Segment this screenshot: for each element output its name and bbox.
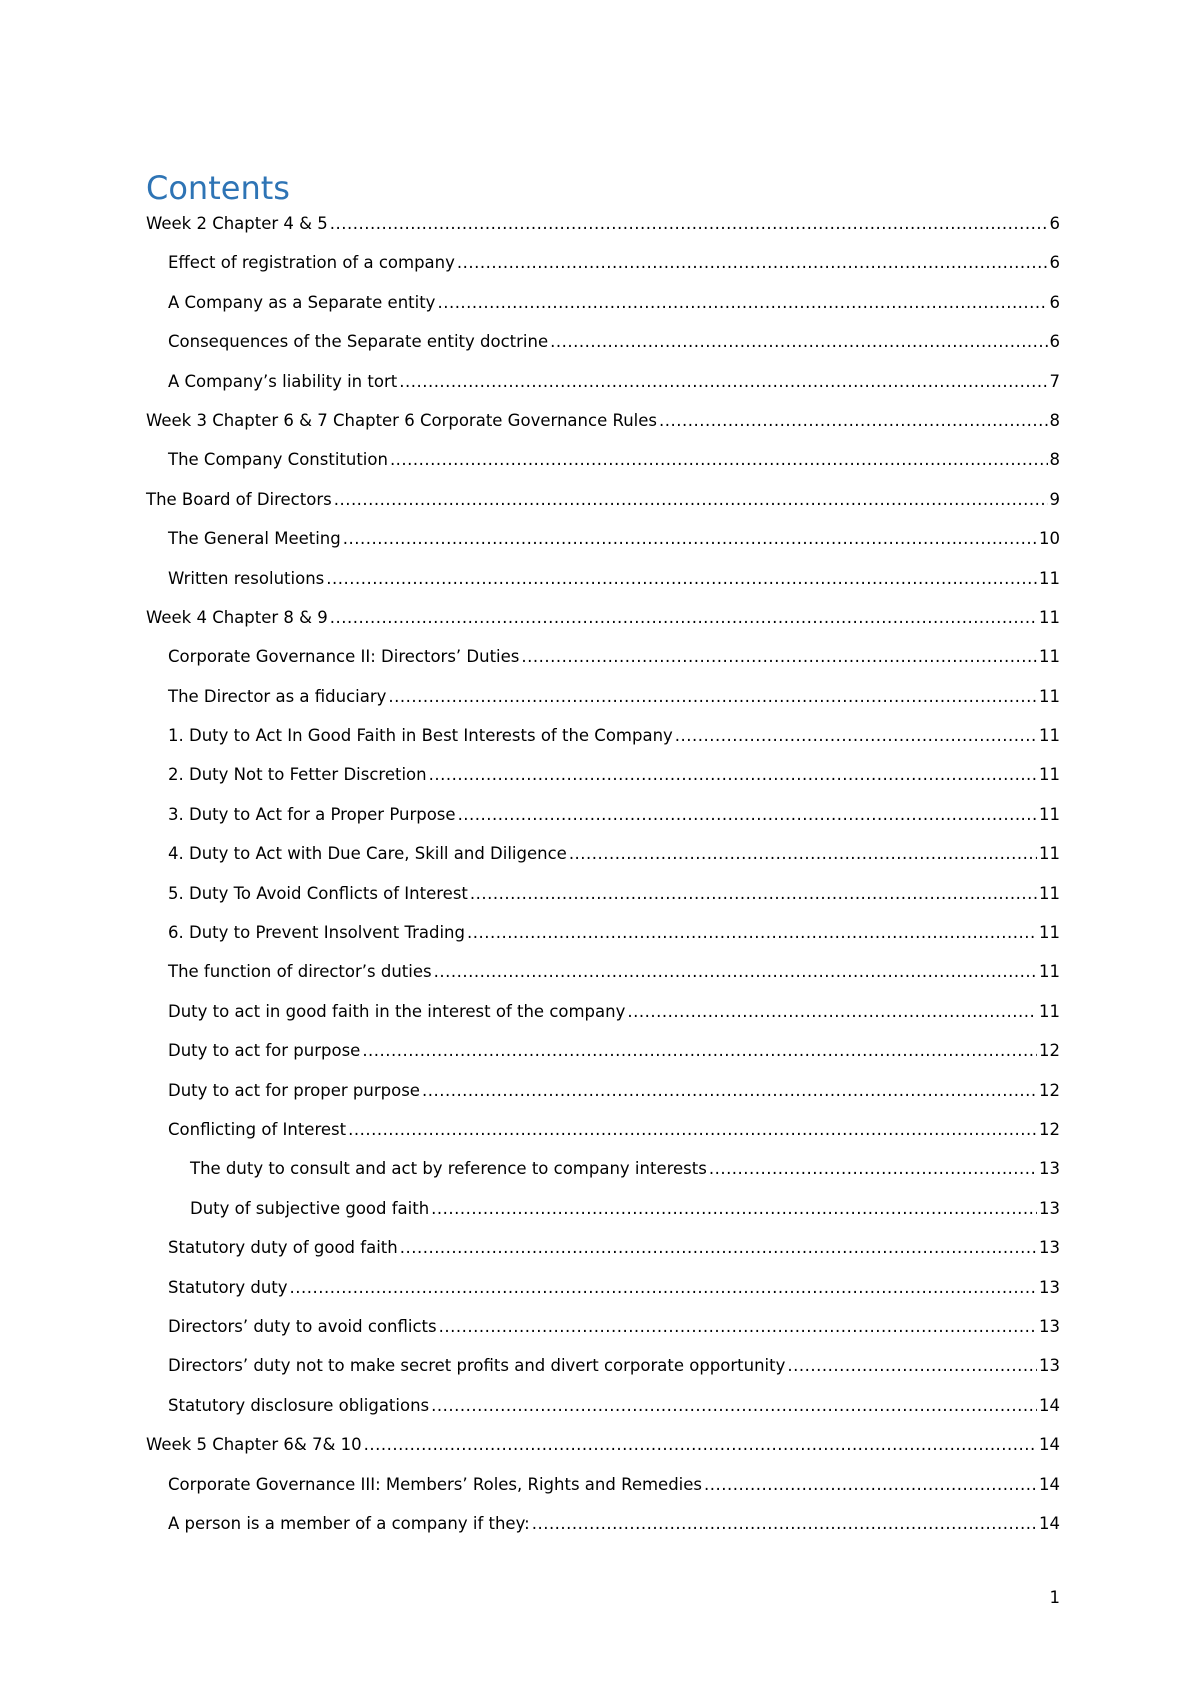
toc-entry-text: Duty to act for proper purpose [168, 1080, 420, 1100]
toc-entry-page-number: 8 [1049, 410, 1060, 430]
toc-entry-page-number: 13 [1039, 1316, 1060, 1336]
toc-dot-leader [390, 449, 1048, 471]
toc-dot-leader [400, 1237, 1037, 1259]
toc-entry[interactable] [0, 607, 1060, 646]
toc-entry[interactable] [0, 449, 1060, 488]
toc-entry-text: 2. Duty Not to Fetter Discretion [168, 765, 427, 785]
toc-entry-page-number: 11 [1039, 923, 1060, 943]
toc-entry-text: Effect of registration of a company [168, 253, 455, 273]
toc-dot-leader [362, 1040, 1037, 1062]
toc-entry-page-number: 12 [1039, 1119, 1060, 1139]
toc-entry-text: Directors’ duty to avoid conflicts [168, 1316, 437, 1336]
toc-dot-leader [399, 371, 1047, 393]
toc-entry-page-number: 11 [1039, 607, 1060, 627]
toc-dot-leader [431, 1198, 1037, 1220]
toc-entry-page-number: 11 [1039, 1001, 1060, 1021]
toc-entry-page-number: 14 [1039, 1474, 1060, 1494]
toc-dot-leader [704, 1474, 1037, 1496]
toc-dot-leader [659, 410, 1048, 432]
toc-entry[interactable] [0, 686, 1060, 725]
toc-entry-text: Statutory duty [168, 1277, 288, 1297]
toc-dot-leader [330, 607, 1037, 629]
toc-entry[interactable] [0, 1513, 1060, 1552]
toc-entry-page-number: 12 [1039, 1080, 1060, 1100]
toc-entry[interactable] [0, 371, 1060, 410]
toc-dot-leader [343, 528, 1037, 550]
toc-dot-leader [675, 725, 1037, 747]
toc-entry-text: 1. Duty to Act In Good Faith in Best Interests of the Company [168, 726, 673, 746]
toc-entry[interactable] [0, 804, 1060, 843]
toc-dot-leader [569, 843, 1037, 865]
toc-entry[interactable] [0, 883, 1060, 922]
toc-dot-leader [457, 252, 1048, 274]
toc-entry-page-number: 9 [1049, 489, 1060, 509]
toc-dot-leader [550, 331, 1047, 353]
toc-entry[interactable] [0, 1277, 1060, 1316]
toc-dot-leader [422, 1080, 1037, 1102]
toc-entry[interactable] [0, 1395, 1060, 1434]
toc-entry-page-number: 13 [1039, 1238, 1060, 1258]
toc-entry[interactable] [0, 1237, 1060, 1276]
toc-entry-page-number: 13 [1039, 1159, 1060, 1179]
toc-dot-leader [532, 1513, 1037, 1535]
toc-entry-text: Statutory duty of good faith [168, 1238, 398, 1258]
toc-entry-text: Conflicting of Interest [168, 1119, 347, 1139]
toc-dot-leader [787, 1355, 1037, 1377]
toc-dot-leader [364, 1434, 1037, 1456]
toc-dot-leader [330, 213, 1048, 235]
toc-entry-page-number: 13 [1039, 1198, 1060, 1218]
toc-entry-page-number: 6 [1049, 332, 1060, 352]
toc-entry[interactable] [0, 725, 1060, 764]
toc-entry[interactable] [0, 1001, 1060, 1040]
toc-entry-page-number: 11 [1039, 804, 1060, 824]
toc-entry-text: Duty to act in good faith in the interest of the company [168, 1001, 626, 1021]
toc-entry-text: The duty to consult and act by reference to company interests [190, 1159, 707, 1179]
toc-dot-leader [470, 883, 1037, 905]
toc-entry-text: 4. Duty to Act with Due Care, Skill and Diligence [168, 844, 567, 864]
toc-entry[interactable] [0, 410, 1060, 449]
toc-entry[interactable] [0, 252, 1060, 291]
toc-dot-leader [627, 1001, 1037, 1023]
toc-entry[interactable] [0, 1355, 1060, 1394]
toc-entry-page-number: 14 [1039, 1395, 1060, 1415]
toc-dot-leader [290, 1277, 1037, 1299]
toc-entry-page-number: 11 [1039, 568, 1060, 588]
toc-list [0, 213, 1200, 1552]
toc-entry[interactable] [0, 528, 1060, 567]
toc-entry-text: Duty to act for purpose [168, 1041, 361, 1061]
toc-entry[interactable] [0, 646, 1060, 685]
toc-entry-text: Corporate Governance II: Directors’ Duties [168, 647, 520, 667]
toc-dot-leader [467, 922, 1037, 944]
toc-entry-page-number: 13 [1039, 1356, 1060, 1376]
toc-entry-text: A Company’s liability in tort [168, 371, 398, 391]
toc-entry-text: Statutory disclosure obligations [168, 1395, 430, 1415]
toc-entry-text: Week 5 Chapter 6& 7& 10 [146, 1435, 362, 1455]
toc-entry-text: Consequences of the Separate entity doctrine [168, 332, 549, 352]
toc-entry-text: 3. Duty to Act for a Proper Purpose [168, 804, 456, 824]
toc-entry[interactable] [0, 489, 1060, 528]
toc-entry-text: Directors’ duty not to make secret profits and divert corporate opportunity [168, 1356, 786, 1376]
toc-entry-text: The function of director’s duties [168, 962, 432, 982]
toc-entry-page-number: 14 [1039, 1513, 1060, 1533]
toc-entry[interactable] [0, 1198, 1060, 1237]
toc-entry-page-number: 7 [1049, 371, 1060, 391]
toc-entry[interactable] [0, 922, 1060, 961]
toc-entry-text: Week 2 Chapter 4 & 5 [146, 214, 328, 233]
toc-entry[interactable] [0, 1158, 1060, 1197]
toc-entry-page-number: 10 [1039, 529, 1060, 549]
toc-dot-leader [326, 568, 1037, 590]
toc-entry-page-number: 11 [1039, 726, 1060, 746]
toc-dot-leader [431, 1395, 1037, 1417]
toc-entry-text: The General Meeting [168, 529, 341, 549]
toc-entry[interactable] [0, 568, 1060, 607]
toc-entry-page-number: 11 [1039, 883, 1060, 903]
toc-entry[interactable] [0, 292, 1060, 331]
toc-dot-leader [709, 1158, 1037, 1180]
toc-entry-page-number: 11 [1039, 686, 1060, 706]
toc-entry-page-number: 6 [1049, 292, 1060, 312]
toc-entry[interactable] [0, 1316, 1060, 1355]
toc-dot-leader [348, 1119, 1037, 1141]
toc-entry-text: The Company Constitution [168, 450, 388, 470]
toc-entry-text: The Board of Directors [146, 489, 332, 509]
toc-entry-text: Written resolutions [168, 568, 325, 588]
toc-dot-leader [334, 489, 1048, 511]
toc-entry-page-number: 11 [1039, 765, 1060, 785]
toc-entry[interactable] [0, 764, 1060, 803]
toc-dot-leader [458, 804, 1037, 826]
toc-entry-page-number: 11 [1039, 962, 1060, 982]
toc-dot-leader [437, 292, 1047, 314]
toc-entry-text: Duty of subjective good faith [190, 1198, 430, 1218]
toc-entry-page-number: 11 [1039, 647, 1060, 667]
toc-entry-page-number: 6 [1049, 214, 1060, 233]
toc-entry-text: A person is a member of a company if they: [168, 1513, 530, 1533]
page-number: 1 [1049, 1588, 1060, 1607]
toc-entry-page-number: 13 [1039, 1277, 1060, 1297]
toc-entry[interactable] [0, 331, 1060, 370]
toc-dot-leader [521, 646, 1037, 668]
toc-entry[interactable] [0, 1119, 1060, 1158]
toc-entry[interactable] [0, 213, 1060, 252]
toc-entry-page-number: 12 [1039, 1041, 1060, 1061]
toc-entry-page-number: 11 [1039, 844, 1060, 864]
toc-entry[interactable] [0, 961, 1060, 1000]
toc-entry[interactable] [0, 843, 1060, 882]
toc-entry[interactable] [0, 1080, 1060, 1119]
toc-dot-leader [434, 961, 1037, 983]
toc-heading: Contents [146, 169, 290, 207]
toc-entry-text: Week 4 Chapter 8 & 9 [146, 607, 328, 627]
toc-entry-page-number: 6 [1049, 253, 1060, 273]
toc-entry[interactable] [0, 1474, 1060, 1513]
toc-dot-leader [388, 686, 1037, 708]
toc-entry[interactable] [0, 1434, 1060, 1473]
toc-entry-text: 5. Duty To Avoid Conflicts of Interest [168, 883, 468, 903]
toc-entry-text: 6. Duty to Prevent Insolvent Trading [168, 923, 465, 943]
toc-dot-leader [439, 1316, 1037, 1338]
toc-entry-text: Corporate Governance III: Members’ Roles, Rights and Remedies [168, 1474, 702, 1494]
toc-entry-page-number: 8 [1049, 450, 1060, 470]
toc-dot-leader [429, 764, 1037, 786]
toc-entry-text: Week 3 Chapter 6 & 7 Chapter 6 Corporate Governance Rules [146, 410, 657, 430]
toc-entry[interactable] [0, 1040, 1060, 1079]
toc-entry-text: The Director as a fiduciary [168, 686, 387, 706]
toc-entry-page-number: 14 [1039, 1435, 1060, 1455]
toc-entry-text: A Company as a Separate entity [168, 292, 436, 312]
